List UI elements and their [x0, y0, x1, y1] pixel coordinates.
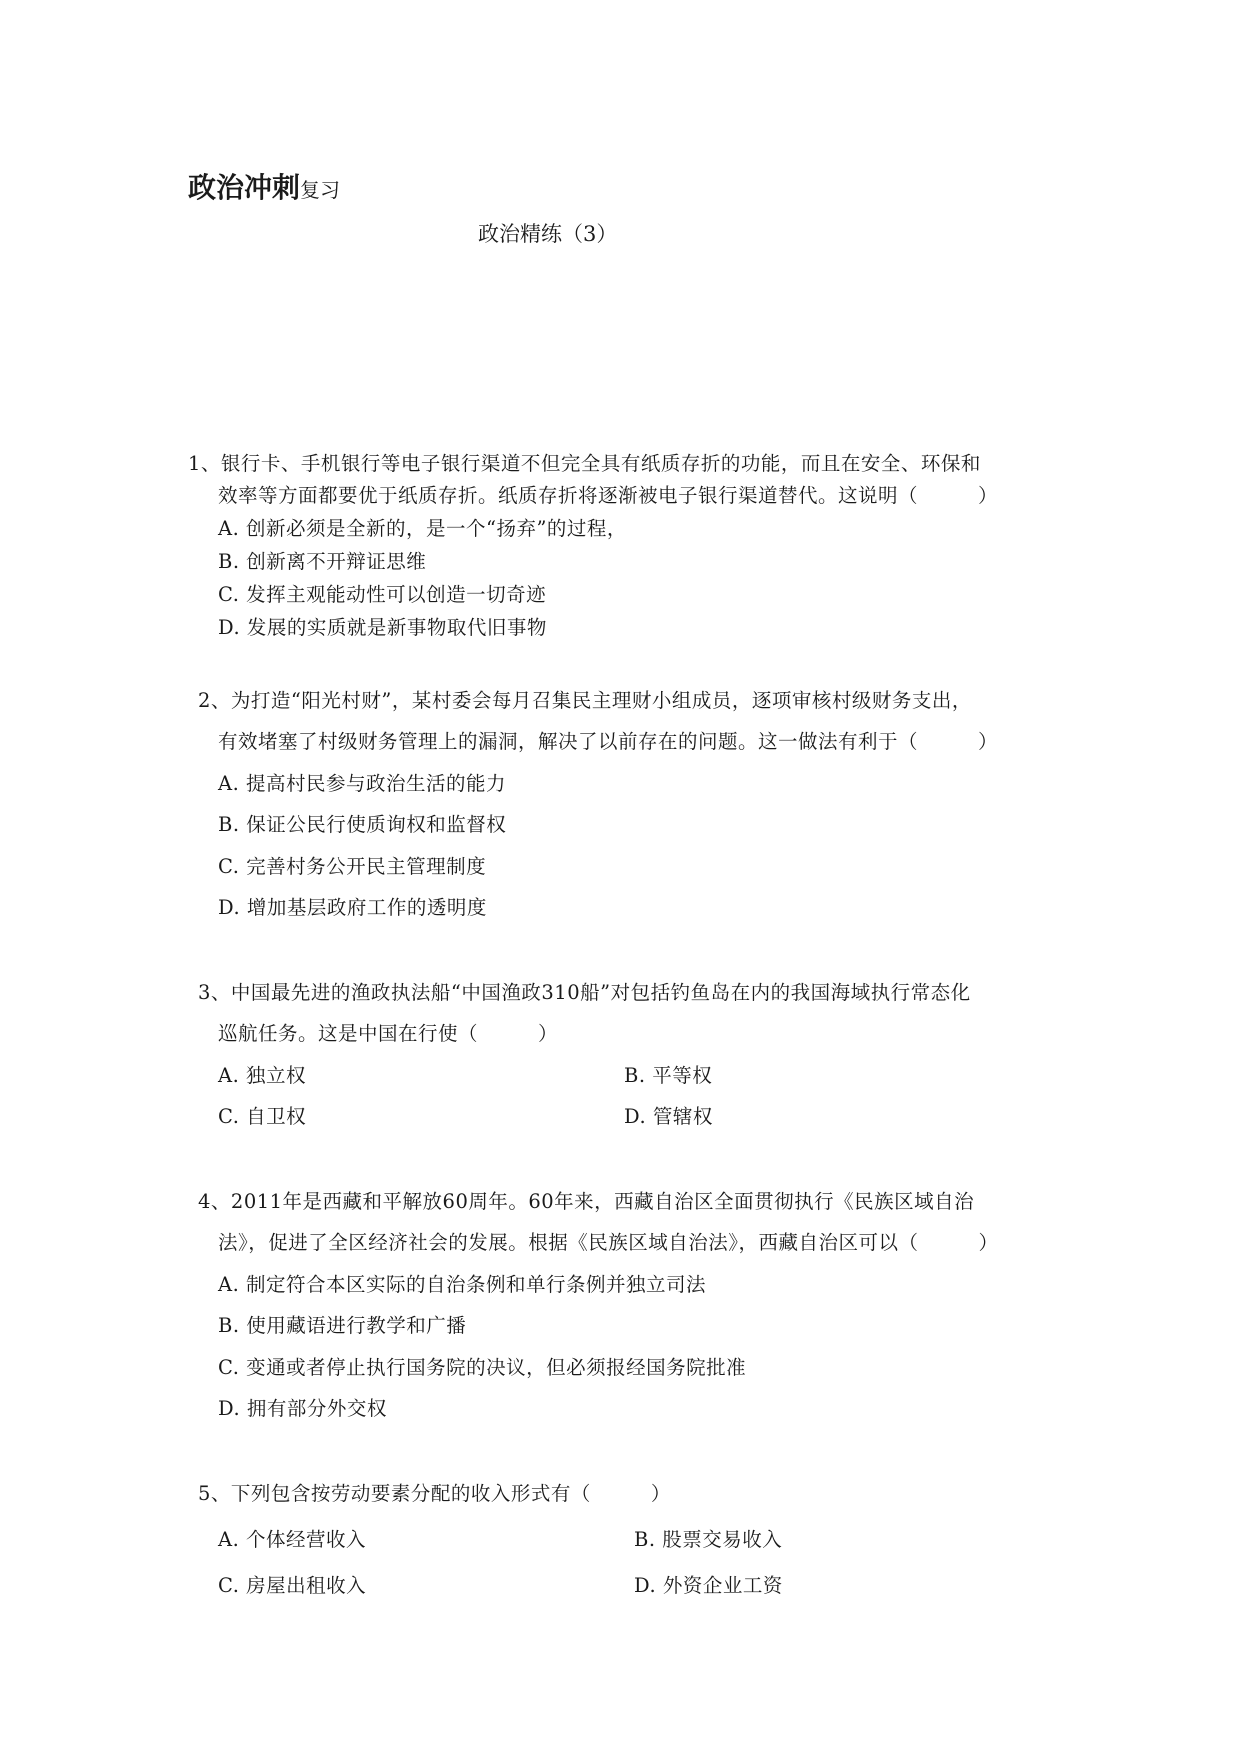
question-4-option-c: C. 变通或者停止执行国务院的决议，但必须报经国务院批准	[218, 1356, 747, 1379]
header-main: 政治冲刺	[188, 171, 301, 204]
question-2-line-2: 有效堵塞了村级财务管理上的漏洞，解决了以前存在的问题。这一做法有利于（ ）	[218, 730, 999, 753]
question-4-option-d: D. 拥有部分外交权	[218, 1397, 387, 1420]
question-5-option-b: B. 股票交易收入	[634, 1528, 783, 1551]
page-subtitle: 政治精练（3）	[478, 222, 618, 246]
question-2-option-b: B. 保证公民行使质询权和监督权	[218, 813, 507, 836]
question-1-option-a: A. 创新必须是全新的，是一个“扬弃”的过程，	[218, 517, 627, 540]
question-2-line-1: 2、为打造“阳光村财”，某村委会每月召集民主理财小组成员，逐项审核村级财务支出，	[198, 689, 972, 712]
question-2-option-d: D. 增加基层政府工作的透明度	[218, 896, 487, 919]
question-3-option-d: D. 管辖权	[624, 1105, 713, 1128]
question-1-option-c: C. 发挥主观能动性可以创造一切奇迹	[218, 583, 547, 606]
question-3-line-2: 巡航任务。这是中国在行使（ ）	[218, 1022, 559, 1045]
question-5-option-a: A. 个体经营收入	[218, 1528, 366, 1551]
header-suffix: 复习	[300, 178, 341, 202]
question-3-option-b: B. 平等权	[624, 1064, 713, 1087]
question-2-option-c: C. 完善村务公开民主管理制度	[218, 855, 487, 878]
question-4-line-2: 法》，促进了全区经济社会的发展。根据《民族区域自治法》，西藏自治区可以（ ）	[218, 1231, 999, 1254]
question-5-option-d: D. 外资企业工资	[634, 1574, 783, 1597]
question-4-line-1: 4、2011年是西藏和平解放60周年。60年来，西藏自治区全面贯彻执行《民族区域自治	[198, 1190, 975, 1213]
question-3-option-c: C. 自卫权	[218, 1105, 307, 1128]
question-3-line-1: 3、中国最先进的渔政执法船“中国渔政310船”对包括钓鱼岛在内的我国海域执行常态化	[198, 981, 971, 1004]
question-1-line-2: 效率等方面都要优于纸质存折。纸质存折将逐渐被电子银行渠道替代。这说明（ ）	[218, 484, 999, 507]
question-1-option-b: B. 创新离不开辩证思维	[218, 550, 427, 573]
question-3-option-a: A. 独立权	[218, 1064, 306, 1087]
question-4-option-b: B. 使用藏语进行教学和广播	[218, 1314, 467, 1337]
question-1-option-d: D. 发展的实质就是新事物取代旧事物	[218, 616, 547, 639]
question-4-option-a: A. 制定符合本区实际的自治条例和单行条例并独立司法	[218, 1273, 706, 1296]
question-5-option-c: C. 房屋出租收入	[218, 1574, 367, 1597]
question-5-line-1: 5、下列包含按劳动要素分配的收入形式有（ ）	[198, 1482, 671, 1505]
question-1-line-1: 1、银行卡、手机银行等电子银行渠道不但完全具有纸质存折的功能，而且在安全、环保和	[188, 452, 981, 475]
question-2-option-a: A. 提高村民参与政治生活的能力	[218, 772, 506, 795]
document-header	[188, 166, 340, 206]
